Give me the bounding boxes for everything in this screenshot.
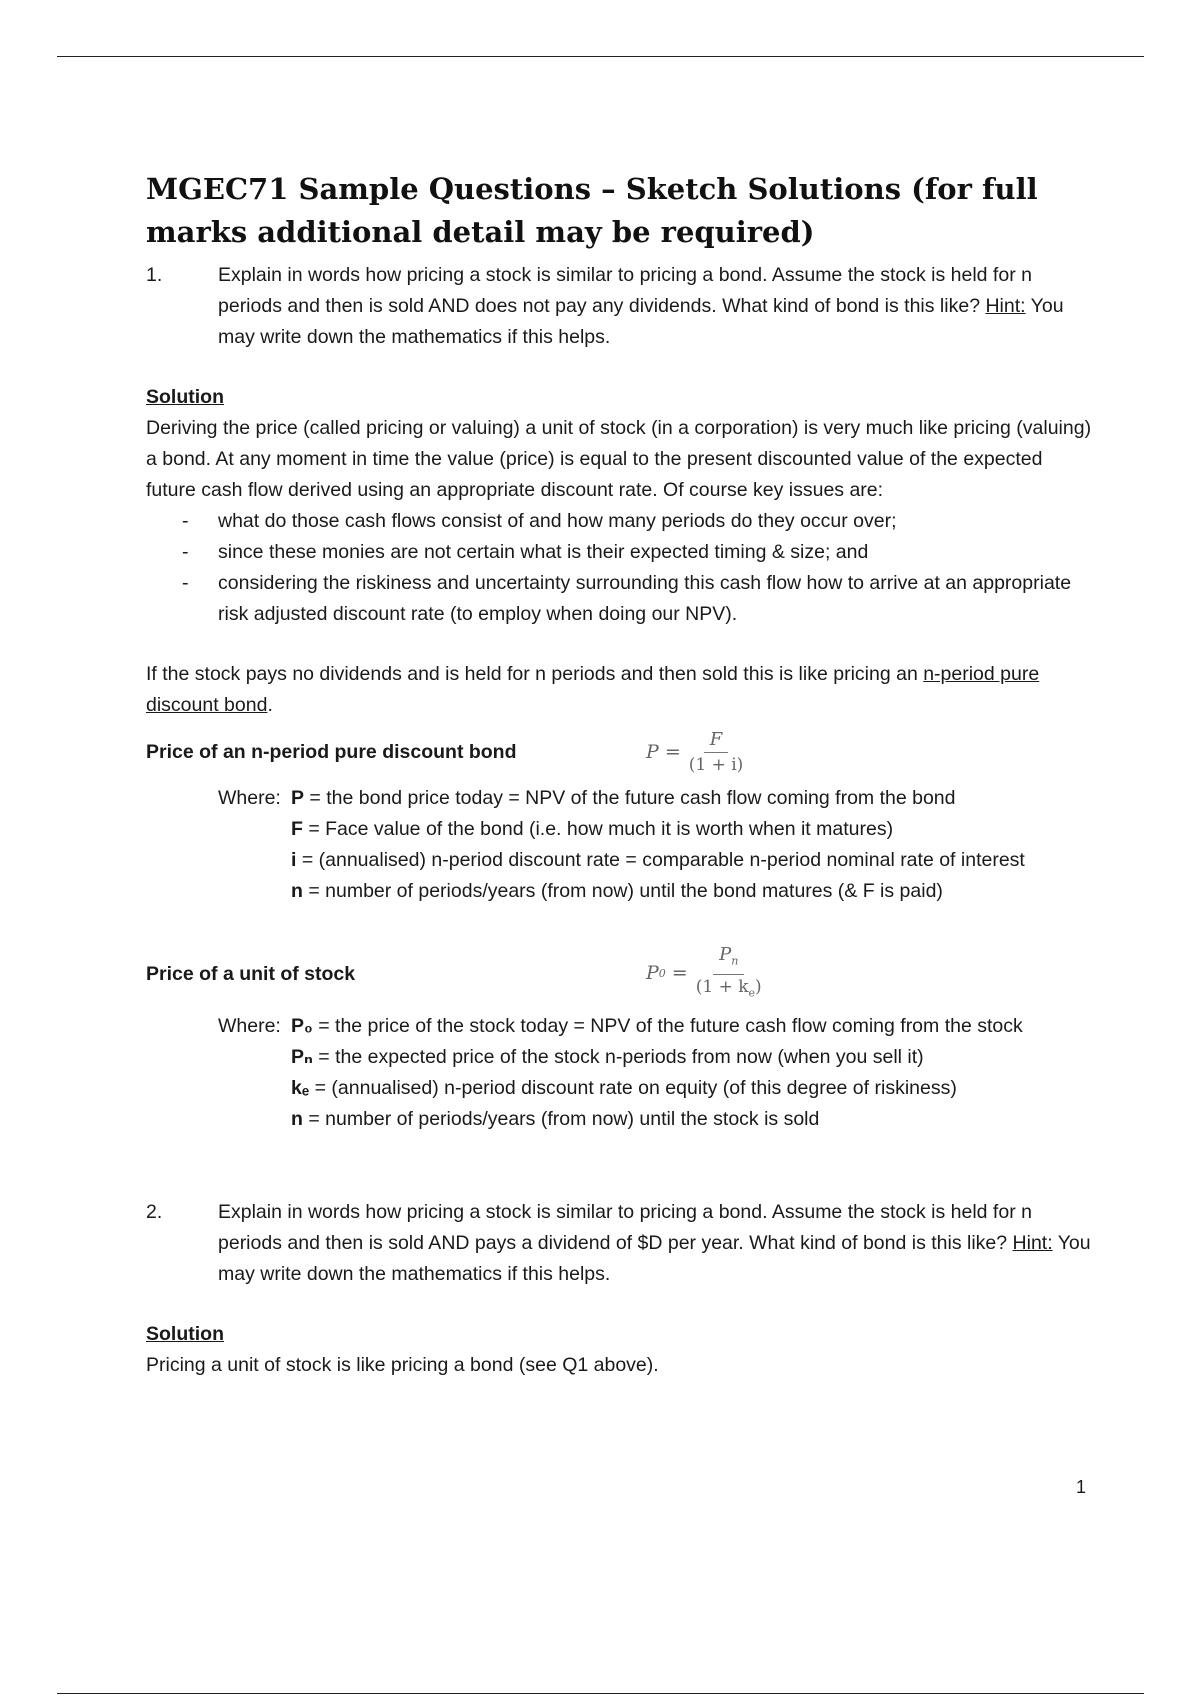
definition-line: Where: P₀ = the price of the stock today = NPV of the future cash flow coming from the stock <box>218 1015 1023 1037</box>
header-rule <box>57 56 1144 57</box>
question-2 <box>146 1197 1096 1290</box>
bullet-list <box>146 506 1096 630</box>
bond-definitions <box>146 783 1096 907</box>
stock-price-label: Price of a unit of stock <box>146 962 356 985</box>
bond-price-label: Price of an n-period pure discount bond <box>146 740 517 763</box>
question-text: Explain in words how pricing a stock is similar to pricing a bond. Assume the stock is held for n periods and then is sold AND pays a dividend of $D per year. What kind of bond is this like? Hint: You may write down the mathematics if this helps. <box>218 1201 1091 1285</box>
solution-heading: Solution <box>146 1323 224 1345</box>
list-item: - considering the riskiness and uncertainty surrounding this cash flow how to arrive at an appropriate risk adjusted discount rate (to employ when doing our NPV). <box>182 572 1072 625</box>
definition-line: Where: P = the bond price today = NPV of the future cash flow coming from the bond <box>218 787 956 809</box>
question-text: Explain in words how pricing a stock is similar to pricing a bond. Assume the stock is held for n periods and then is sold AND does not pay any dividends. What kind of bond is this like? Hint: You may write down the mathematics if this helps. <box>218 264 1064 348</box>
question-number: 1. <box>146 264 163 286</box>
solution-text: Pricing a unit of stock is like pricing a bond (see Q1 above). <box>146 1354 659 1376</box>
bond-price-formula: P = $\frac{F}{(1 + i)}$ <box>646 728 744 775</box>
hint-label: Hint: <box>1012 1232 1053 1254</box>
page-number: 1 <box>1076 1477 1087 1497</box>
stock-price-formula: P 0 = $\frac{P_n}{(1 + k_e)}$ <box>646 944 762 999</box>
definition-line: kₑ = (annualised) n-period discount rate on equity (of this degree of riskiness) <box>291 1077 957 1099</box>
hint-label: Hint: <box>985 295 1026 317</box>
solution-heading: Solution <box>146 386 224 408</box>
solution-intro: Deriving the price (called pricing or valuing) a unit of stock (in a corporation) is very much like pricing (valuing) a bond. At any moment in time the value (price) is equal to the present discounted value of the expected future cash flow derived using an appropriate discount rate. Of course key issues are: <box>146 417 1092 501</box>
stock-price-row <box>146 937 1096 1011</box>
document-body <box>146 168 1096 1381</box>
question-number: 2. <box>146 1201 163 1223</box>
bond-price-row <box>146 721 1096 783</box>
definition-line: F = Face value of the bond (i.e. how much it is worth when it matures) <box>291 818 894 840</box>
document-title: MGEC71 Sample Questions – Sketch Solutions (for full marks additional detail may be required) <box>146 172 1038 249</box>
question-1 <box>146 260 1096 353</box>
definition-line: i = (annualised) n-period discount rate = comparable n-period nominal rate of interest <box>291 849 1025 871</box>
definition-line: n = number of periods/years (from now) until the stock is sold <box>291 1108 820 1130</box>
definition-line: n = number of periods/years (from now) until the bond matures (& F is paid) <box>291 880 943 902</box>
definition-line: Pₙ = the expected price of the stock n-periods from now (when you sell it) <box>291 1046 924 1068</box>
footer-rule <box>57 1693 1144 1694</box>
list-item: - since these monies are not certain what is their expected timing & size; and <box>182 541 869 563</box>
solution-conclusion: If the stock pays no dividends and is held for n periods and then sold this is like pricing an n-period pure discount bond. <box>146 663 1040 716</box>
bond-type-term: n-period pure discount bond <box>146 663 1040 716</box>
stock-definitions <box>146 1011 1096 1135</box>
list-item: - what do those cash flows consist of and how many periods do they occur over; <box>182 510 897 532</box>
